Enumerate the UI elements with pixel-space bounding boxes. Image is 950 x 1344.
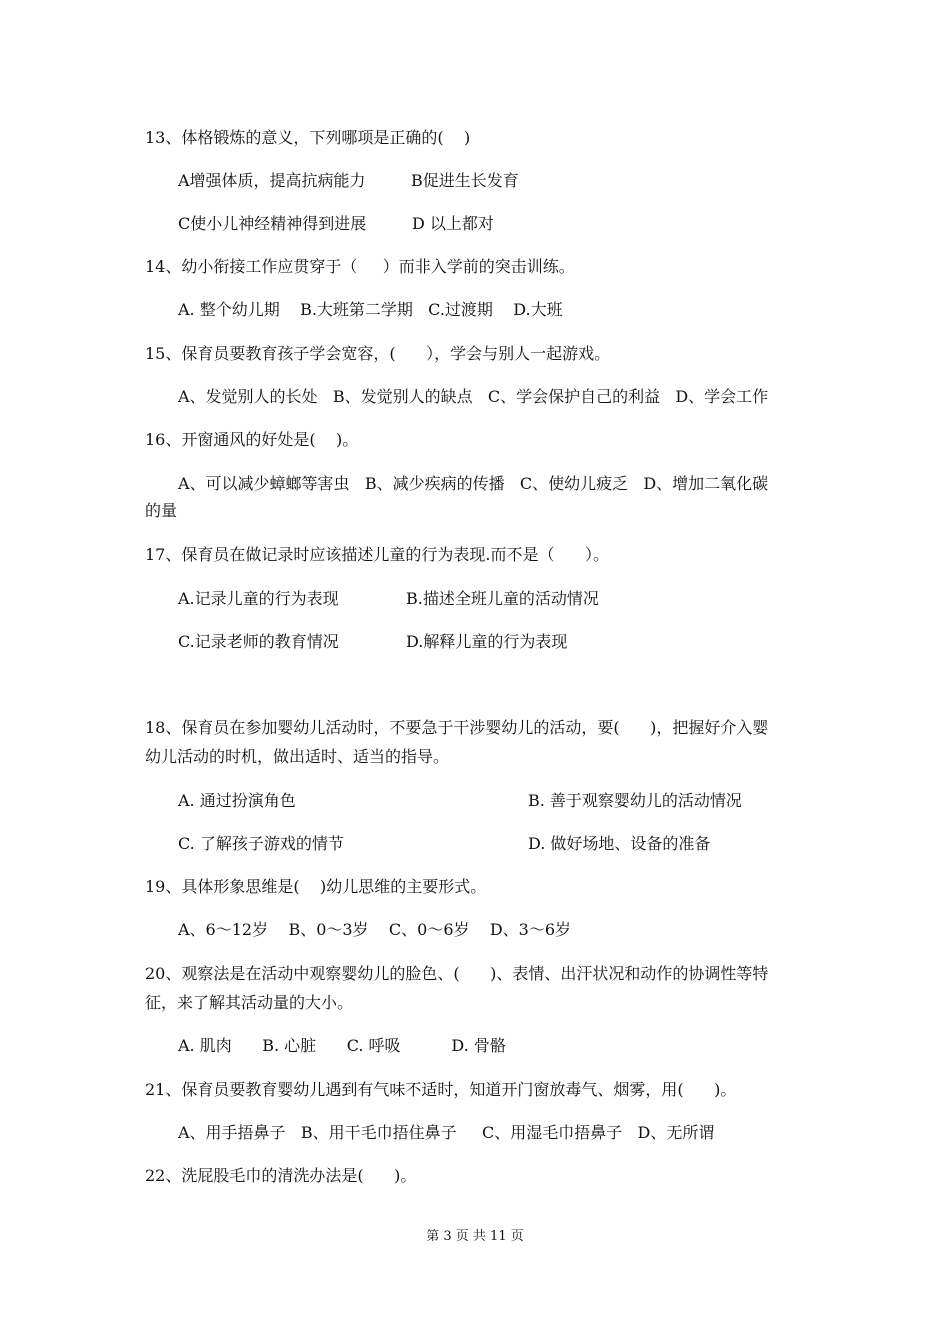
q19-stem: 19、具体形象思维是( )幼儿思维的主要形式。 xyxy=(145,877,487,896)
q16-options-line2: 的量 xyxy=(145,501,178,520)
q17-option-c: C.记录老师的教育情况 xyxy=(178,632,339,651)
q18-option-b: B. 善于观察婴幼儿的活动情况 xyxy=(528,791,742,810)
q20-stem-line1: 20、观察法是在活动中观察婴幼儿的脸色、( )、表情、出汗状况和动作的协调性等特 xyxy=(145,964,769,983)
q17-option-d: D.解释儿童的行为表现 xyxy=(406,632,568,651)
page-number-footer: 第 3 页 共 11 页 xyxy=(426,1229,524,1244)
q21-options: A、用手捂鼻子 B、用干毛巾捂住鼻子 C、用湿毛巾捂鼻子 D、无所谓 xyxy=(178,1123,715,1142)
q14-options: A. 整个幼儿期 B.大班第二学期 C.过渡期 D.大班 xyxy=(178,300,563,319)
q20-stem-line2: 征，来了解其活动量的大小。 xyxy=(145,993,354,1012)
q18-option-c: C. 了解孩子游戏的情节 xyxy=(178,834,344,853)
q18-stem-line2: 幼儿活动的时机，做出适时、适当的指导。 xyxy=(145,747,450,766)
q14-stem: 14、幼小衔接工作应贯穿于（ ）而非入学前的突击训练。 xyxy=(145,257,575,276)
q18-option-a: A. 通过扮演角色 xyxy=(178,791,296,810)
q18-option-d: D. 做好场地、设备的准备 xyxy=(528,834,711,853)
q17-stem: 17、保育员在做记录时应该描述儿童的行为表现.而不是（ ）。 xyxy=(145,545,609,564)
q20-options: A. 肌肉 B. 心脏 C. 呼吸 D. 骨骼 xyxy=(178,1036,506,1055)
q22-stem: 22、洗屁股毛巾的清洗办法是( )。 xyxy=(145,1166,417,1185)
q13-option-b: B促进生长发育 xyxy=(411,171,519,190)
q17-option-b: B.描述全班儿童的活动情况 xyxy=(406,589,599,608)
q13-stem: 13、体格锻炼的意义，下列哪项是正确的( ) xyxy=(145,128,471,147)
q13-option-a: A增强体质，提高抗病能力 xyxy=(178,171,366,190)
q17-option-a: A.记录儿童的行为表现 xyxy=(178,589,339,608)
q16-options-line1: A、可以减少蟑螂等害虫 B、减少疾病的传播 C、使幼儿疲乏 D、增加二氧化碳 xyxy=(178,474,769,493)
q15-options: A、发觉别人的长处 B、发觉别人的缺点 C、学会保护自己的利益 D、学会工作 xyxy=(178,387,769,406)
q19-options: A、6～12岁 B、0～3岁 C、0～6岁 D、3～6岁 xyxy=(178,920,572,939)
q18-stem-line1: 18、保育员在参加婴幼儿活动时，不要急于干涉婴幼儿的活动，要( )，把握好介入婴 xyxy=(145,718,769,737)
q15-stem: 15、保育员要教育孩子学会宽容，( ），学会与别人一起游戏。 xyxy=(145,344,611,363)
q16-stem: 16、开窗通风的好处是( )。 xyxy=(145,430,359,449)
q21-stem: 21、保育员要教育婴幼儿遇到有气味不适时，知道开门窗放毒气、烟雾，用( )。 xyxy=(145,1080,737,1099)
q13-option-c: C使小儿神经精神得到进展 xyxy=(178,214,367,233)
q13-option-d: D 以上都对 xyxy=(412,214,494,233)
